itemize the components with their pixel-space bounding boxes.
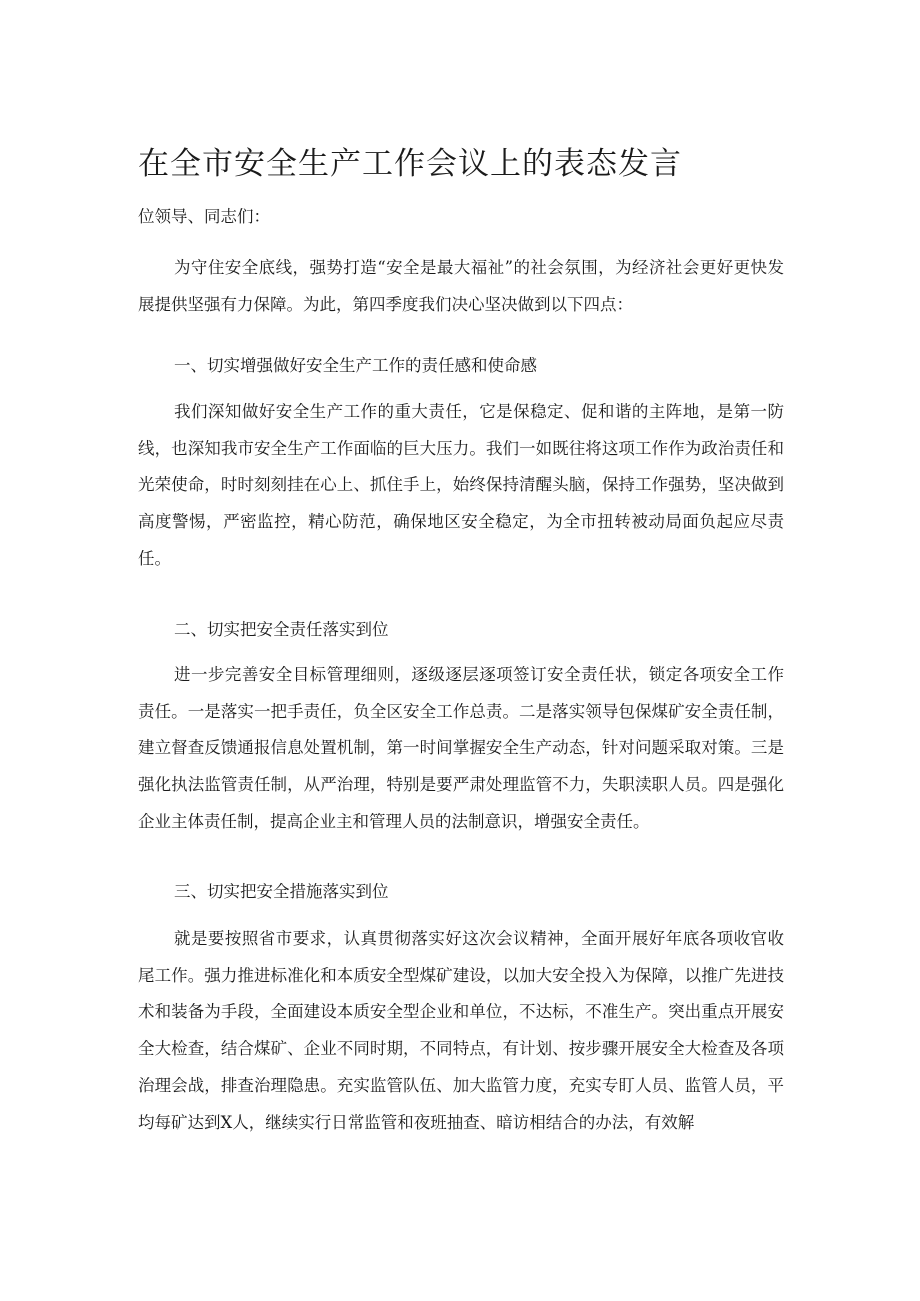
section-body-3: 就是要按照省市要求，认真贯彻落实好这次会议精神，全面开展好年底各项收官收尾工作。强力推进标准化和本质安全型煤矿建设，以加大安全投入为保障，以推广先进技术和装备为手段，全面建设本质安全型企业和单位，不达标，不准生产。突出重点开展安全大检查，结合煤矿、企业不同时期，不同特点，有计划、按步骤开展安全大检查及各项治理会战，排查治理隐患。充实监管队伍、加大监管力度，充实专盯人员、监管人员，平均每矿达到X人，继续实行日常监管和夜班抽查、暗访相结合的办法，有效解 (138, 929, 784, 1132)
document-title: 在全市安全生产工作会议上的表态发言 (138, 146, 682, 182)
section-body-2: 进一步完善安全目标管理细则，逐级逐层逐项签订安全责任状，锁定各项安全工作责任。一是落实一把手责任，负全区安全工作总责。二是落实领导包保煤矿安全责任制，建立督查反馈通报信息处置机制，第一时间掌握安全生产动态，针对问题采取对策。三是强化执法监管责任制，从严治理，特别是要严肃处理监管不力，失职渎职人员。四是强化企业主体责任制，提高企业主和管理人员的法制意识，增强安全责任。 (138, 665, 784, 831)
section-body-1: 我们深知做好安全生产工作的重大责任，它是保稳定、促和谐的主阵地，是第一防线，也深知我市安全生产工作面临的巨大压力。我们一如既往将这项工作作为政治责任和光荣使命，时时刻刻挂在心上、抓住手上，始终保持清醒头脑，保持工作强势，坚决做到高度警惕，严密监控，精心防范，确保地区安全稳定，为全市扭转被动局面负起应尽责任。 (138, 402, 784, 568)
section-heading-2: 二、切实把安全责任落实到位 (174, 620, 389, 639)
section-heading-3: 三、切实把安全措施落实到位 (174, 882, 389, 901)
salutation: 位领导、同志们： (138, 207, 270, 226)
intro-paragraph: 为守住安全底线，强势打造“安全是最大福祉”的社会氛围，为经济社会更好更快发展提供坚强有力保障。为此，第四季度我们决心坚决做到以下四点： (138, 258, 784, 314)
section-heading-1: 一、切实增强做好安全生产工作的责任感和使命感 (174, 356, 537, 375)
